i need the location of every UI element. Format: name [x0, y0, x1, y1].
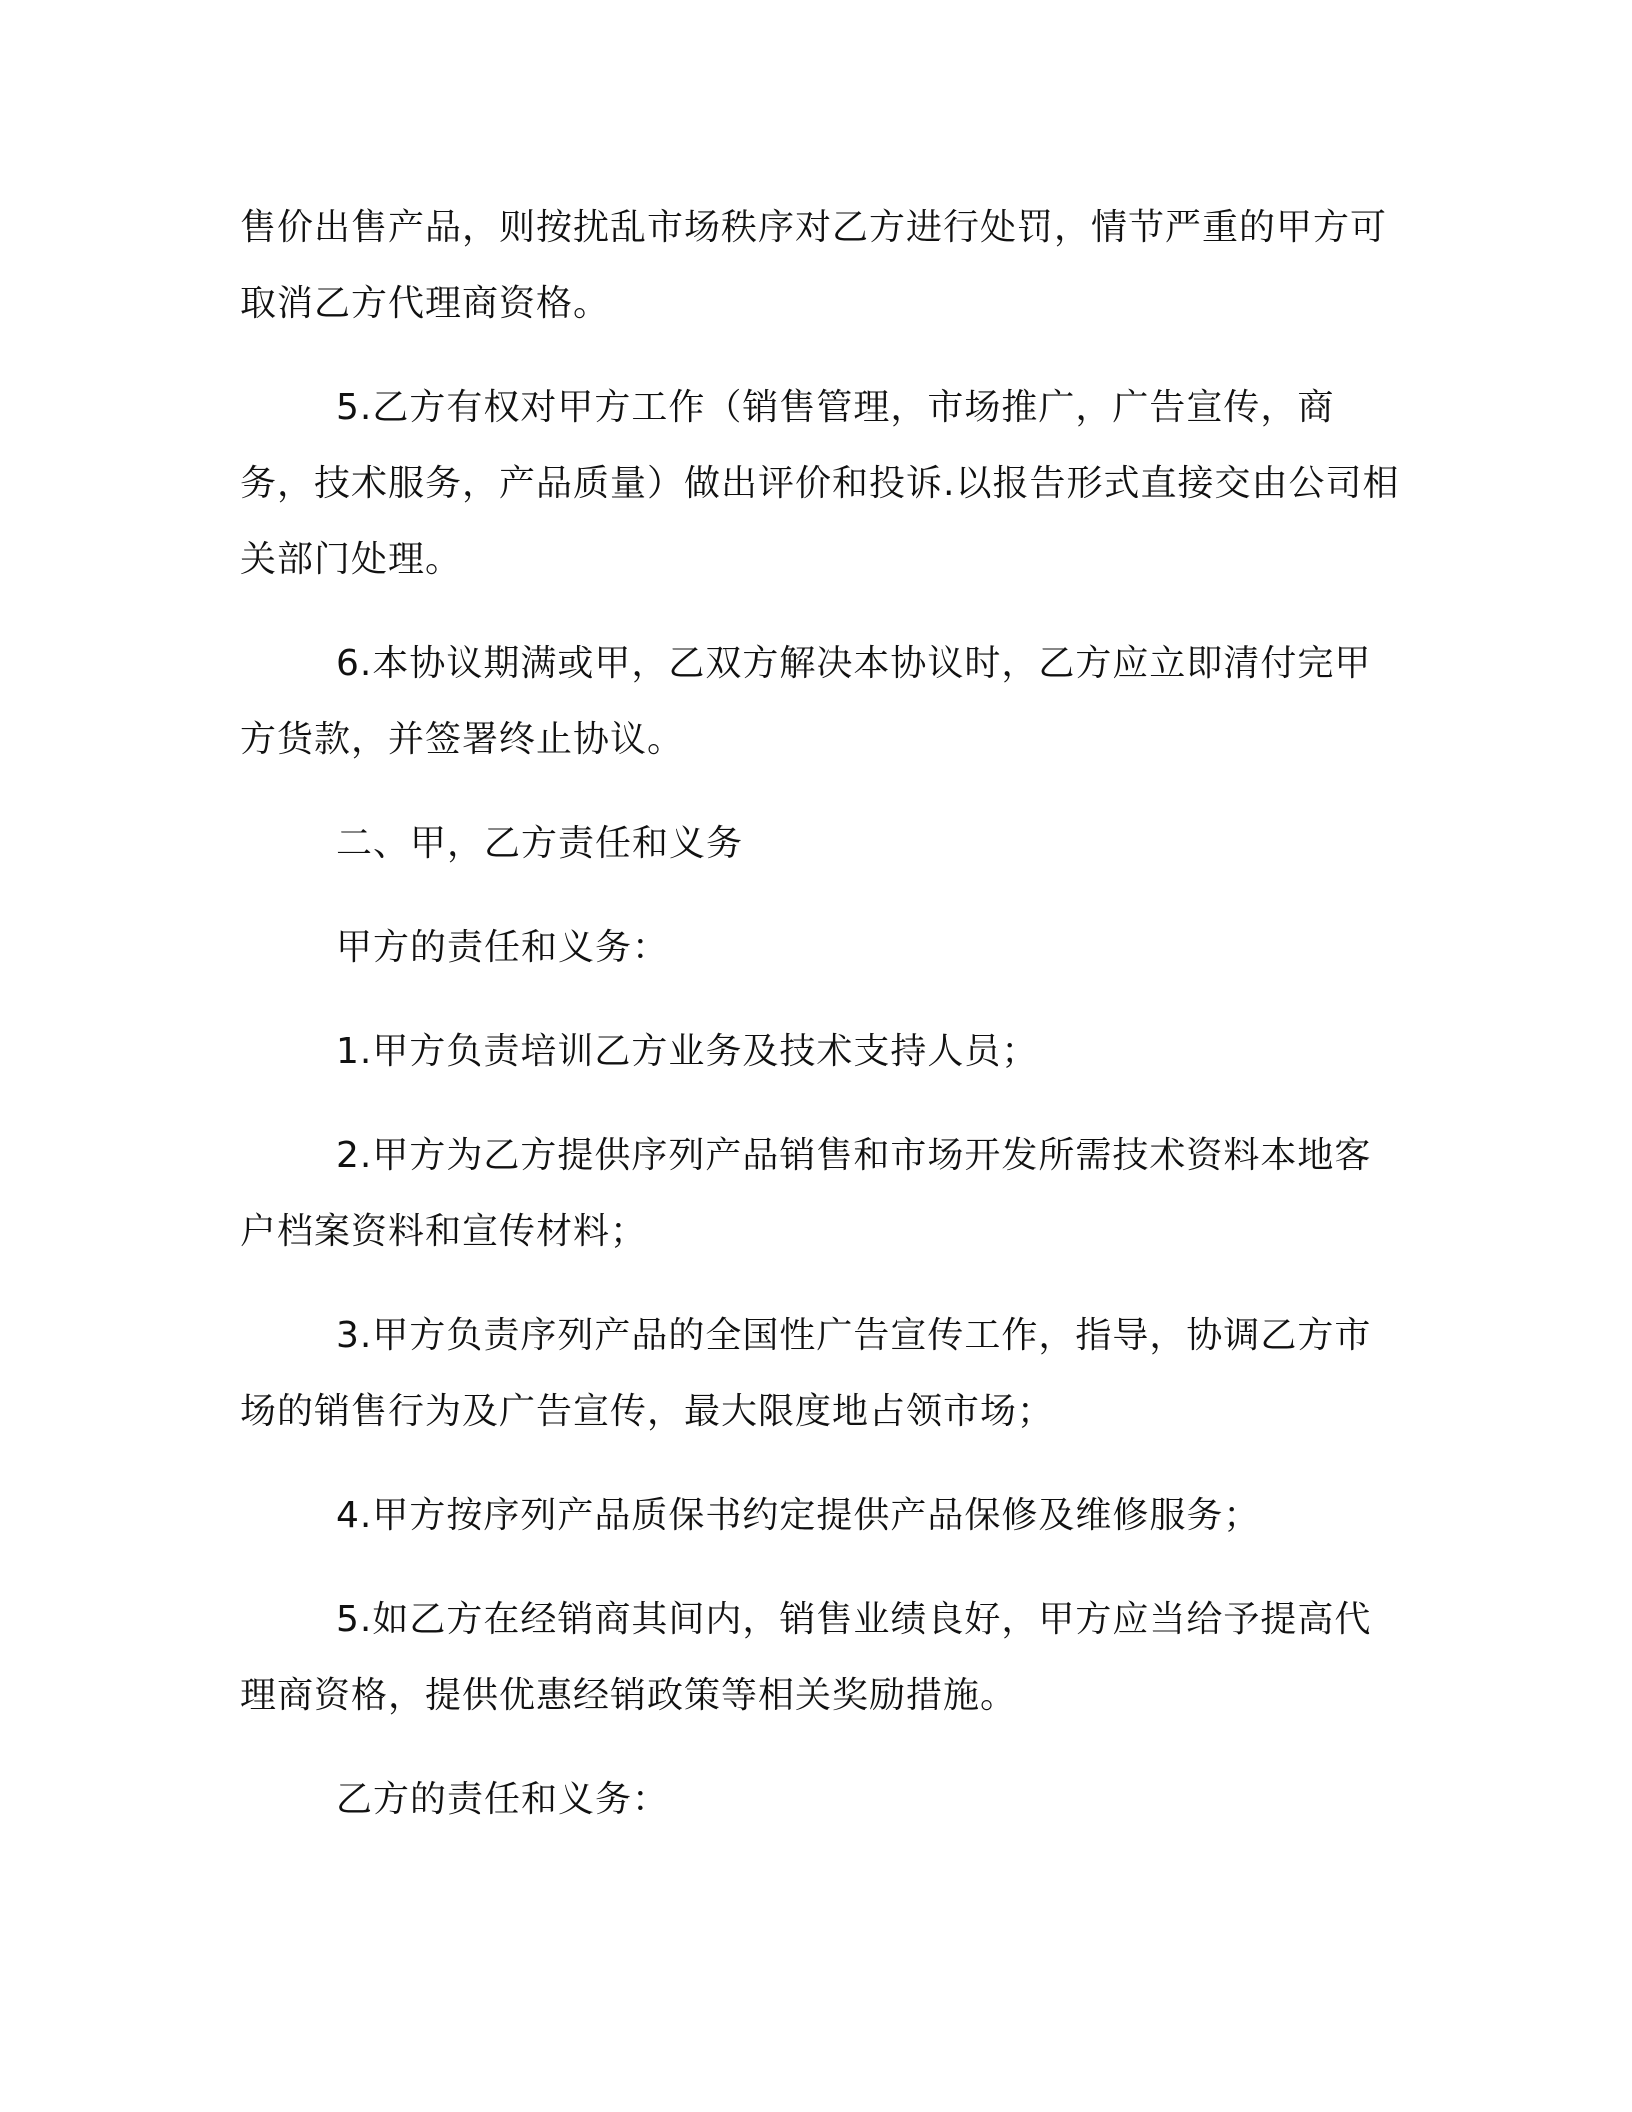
subheading-party-b-duties: 乙方的责任和义务：: [336, 1779, 670, 1820]
paragraph-continuation: 售价出售产品，则按扰乱市场秩序对乙方进行处罚，情节严重的甲方可取消乙方代理商资格。: [240, 207, 1388, 324]
paragraph-party-a-item-3: 3.甲方负责序列产品的全国性广告宣传工作，指导，协调乙方市场的销售行为及广告宣传，最大限度地占领市场；: [240, 1315, 1372, 1432]
section-heading-responsibilities: 二、甲，乙方责任和义务: [336, 823, 744, 864]
document-body: [240, 190, 1400, 1866]
paragraph-item-6-termination: 6.本协议期满或甲，乙双方解决本协议时，乙方应立即清付完甲方货款，并签署终止协议。: [240, 643, 1372, 760]
paragraph-party-a-item-2: 2.甲方为乙方提供序列产品销售和市场开发所需技术资料本地客户档案资料和宣传材料；: [240, 1135, 1372, 1252]
paragraph-item-5-complaint-right: 5.乙方有权对甲方工作（销售管理，市场推广，广告宣传，商务，技术服务，产品质量）做出评价和投诉.以报告形式直接交由公司相关部门处理。: [240, 387, 1400, 580]
paragraph-party-a-item-4: 4.甲方按序列产品质保书约定提供产品保修及维修服务；: [336, 1495, 1261, 1536]
subheading-party-a-duties: 甲方的责任和义务：: [336, 927, 670, 968]
paragraph-party-a-item-1: 1.甲方负责培训乙方业务及技术支持人员；: [336, 1031, 1039, 1072]
paragraph-party-a-item-5: 5.如乙方在经销商其间内，销售业绩良好，甲方应当给予提高代理商资格，提供优惠经销政策等相关奖励措施。: [240, 1599, 1372, 1716]
